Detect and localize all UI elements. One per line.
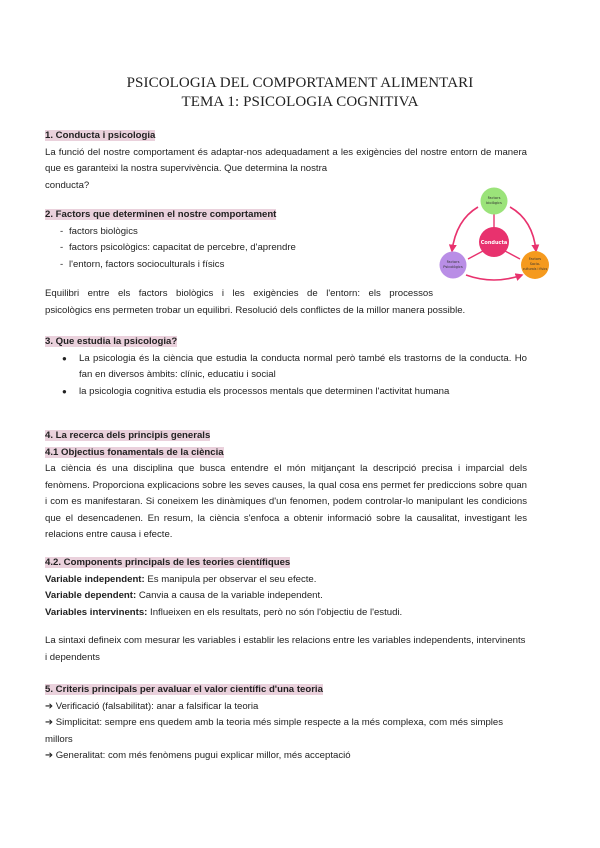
syntax-paragraph	[45, 633, 527, 666]
criterion-text: Verificació (falsabilitat): anar a falsificar la teoria	[55, 700, 259, 712]
node-right-label: culturals i físics	[522, 267, 548, 271]
section-5	[45, 682, 527, 765]
psychology-bullets	[45, 351, 527, 401]
list-item: ● la psicologia cognitiva estudia els processos mentals que determinen l'activitat humana	[45, 384, 527, 401]
section-2-heading: 2. Factors que determinen el nostre comportament	[45, 209, 277, 220]
diagram-svg	[438, 185, 550, 283]
node-left-label: Psicològics	[443, 265, 463, 269]
criterion-item	[45, 748, 527, 765]
variable-intervening	[45, 605, 527, 622]
equilibrium-text-line1: Equilibri entre els factors biològics i les exigències de l'entorn: els processos	[45, 288, 433, 299]
section-4-1-text: La ciència és una disciplina que busca entendre el món mitjançant la descripció precisa i imparcial dels fenòmens. Proporciona explicacions sobre les seves causes, la qual cosa ens permet fer prediccions sobre quan i com es manifestaran. Si coneixem les dinàmiques d'un fenomen, podem controlar-lo manipulant les condicions que el desencadenen. En resum, la ciència s'enfoca a obtenir informació sobre la causalitat, investigant les relacions entre causa i efecte.	[45, 463, 527, 540]
section-1-text: La funció del nostre comportament és adaptar-nos adequadament a les exigències del nostre entorn de manera que es garanteixi la nostra supervivència. Que determina la nostra	[45, 146, 527, 174]
connector-line	[468, 251, 483, 259]
section-5-heading: 5. Criteris principals per avaluar el valor científic d'una teoria	[45, 684, 323, 695]
behavior-factors-diagram	[438, 185, 550, 283]
node-top-label: Factors	[487, 196, 501, 200]
section-3	[45, 334, 527, 400]
section-4-1-heading: 4.1 Objectius fonamentals de la ciència	[45, 446, 224, 458]
arrow-icon: ➔	[45, 717, 54, 728]
section-3-heading: 3. Que estudia la psicologia?	[45, 336, 178, 347]
section-2-paragraph	[45, 286, 527, 319]
cycle-arrow	[466, 275, 522, 280]
variable-description: Canvia a causa de la variable independent.	[136, 590, 323, 601]
list-item: - factors psicològics: capacitat de percebre, d'aprendre	[45, 240, 435, 257]
variable-independent	[45, 572, 527, 589]
variable-label: Variables intervinents:	[45, 606, 148, 618]
connector-line	[505, 251, 520, 259]
section-4-2	[45, 555, 527, 621]
criterion-item	[45, 715, 527, 748]
section-2	[45, 207, 435, 273]
section-4	[45, 428, 527, 544]
section-4-heading: 4. La recerca dels principis generals	[45, 430, 211, 441]
criterion-text: Simplicitat: sempre ens quedem amb la teoria més simple respecte a la més complexa, com més simples millors	[45, 717, 504, 745]
section-4-2-heading: 4.2. Components principals de les teories científiques	[45, 557, 291, 568]
arrow-icon: ➔	[45, 750, 54, 761]
node-top-label: biològics	[486, 201, 502, 205]
cycle-arrow	[510, 207, 536, 251]
variable-label: Variable dependent:	[45, 590, 137, 601]
document-subtitle: TEMA 1: PSICOLOGIA COGNITIVA	[181, 94, 419, 110]
variable-description: Influeixen en els resultats, però no són l'objectiu de l'estudi.	[147, 606, 403, 618]
node-right-label: Factors	[528, 257, 542, 261]
syntax-text: La sintaxi defineix com mesurar les variables i establir les relacions entre les variables independents, intervinents i dependents	[45, 635, 526, 663]
node-center-label: Conducta	[480, 240, 508, 246]
cycle-arrow	[452, 207, 478, 251]
section-1-heading: 1. Conducta i psicologia	[45, 130, 156, 141]
section-1-text-end: conducta?	[45, 179, 90, 191]
node-left-label: Factors	[446, 260, 460, 264]
list-item: ● La psicologia és la ciència que estudia la conducta normal però també els trastorns de la conducta. Ho fan en diversos àmbits: clínic, educatiu i social	[45, 351, 527, 384]
list-item: - factors biològics	[45, 224, 435, 241]
variable-label: Variable independent:	[45, 573, 145, 585]
variable-description: Es manipula per observar el seu efecte.	[144, 573, 317, 585]
document-title: PSICOLOGIA DEL COMPORTAMENT ALIMENTARI	[126, 75, 474, 91]
criterion-item	[45, 699, 527, 716]
criterion-text: Generalitat: com més fenòmens pugui explicar millor, més acceptació	[55, 750, 351, 761]
node-right-label: Socio-	[529, 262, 541, 266]
equilibrium-text-line2: psicològics ens permeten trobar un equilibri. Resolució dels conflictes de la millor manera possible.	[45, 304, 466, 316]
arrow-icon: ➔	[45, 700, 54, 712]
factors-list	[45, 224, 435, 274]
variable-dependent	[45, 588, 527, 605]
list-item: - l'entorn, factors socioculturals i físics	[45, 257, 435, 274]
